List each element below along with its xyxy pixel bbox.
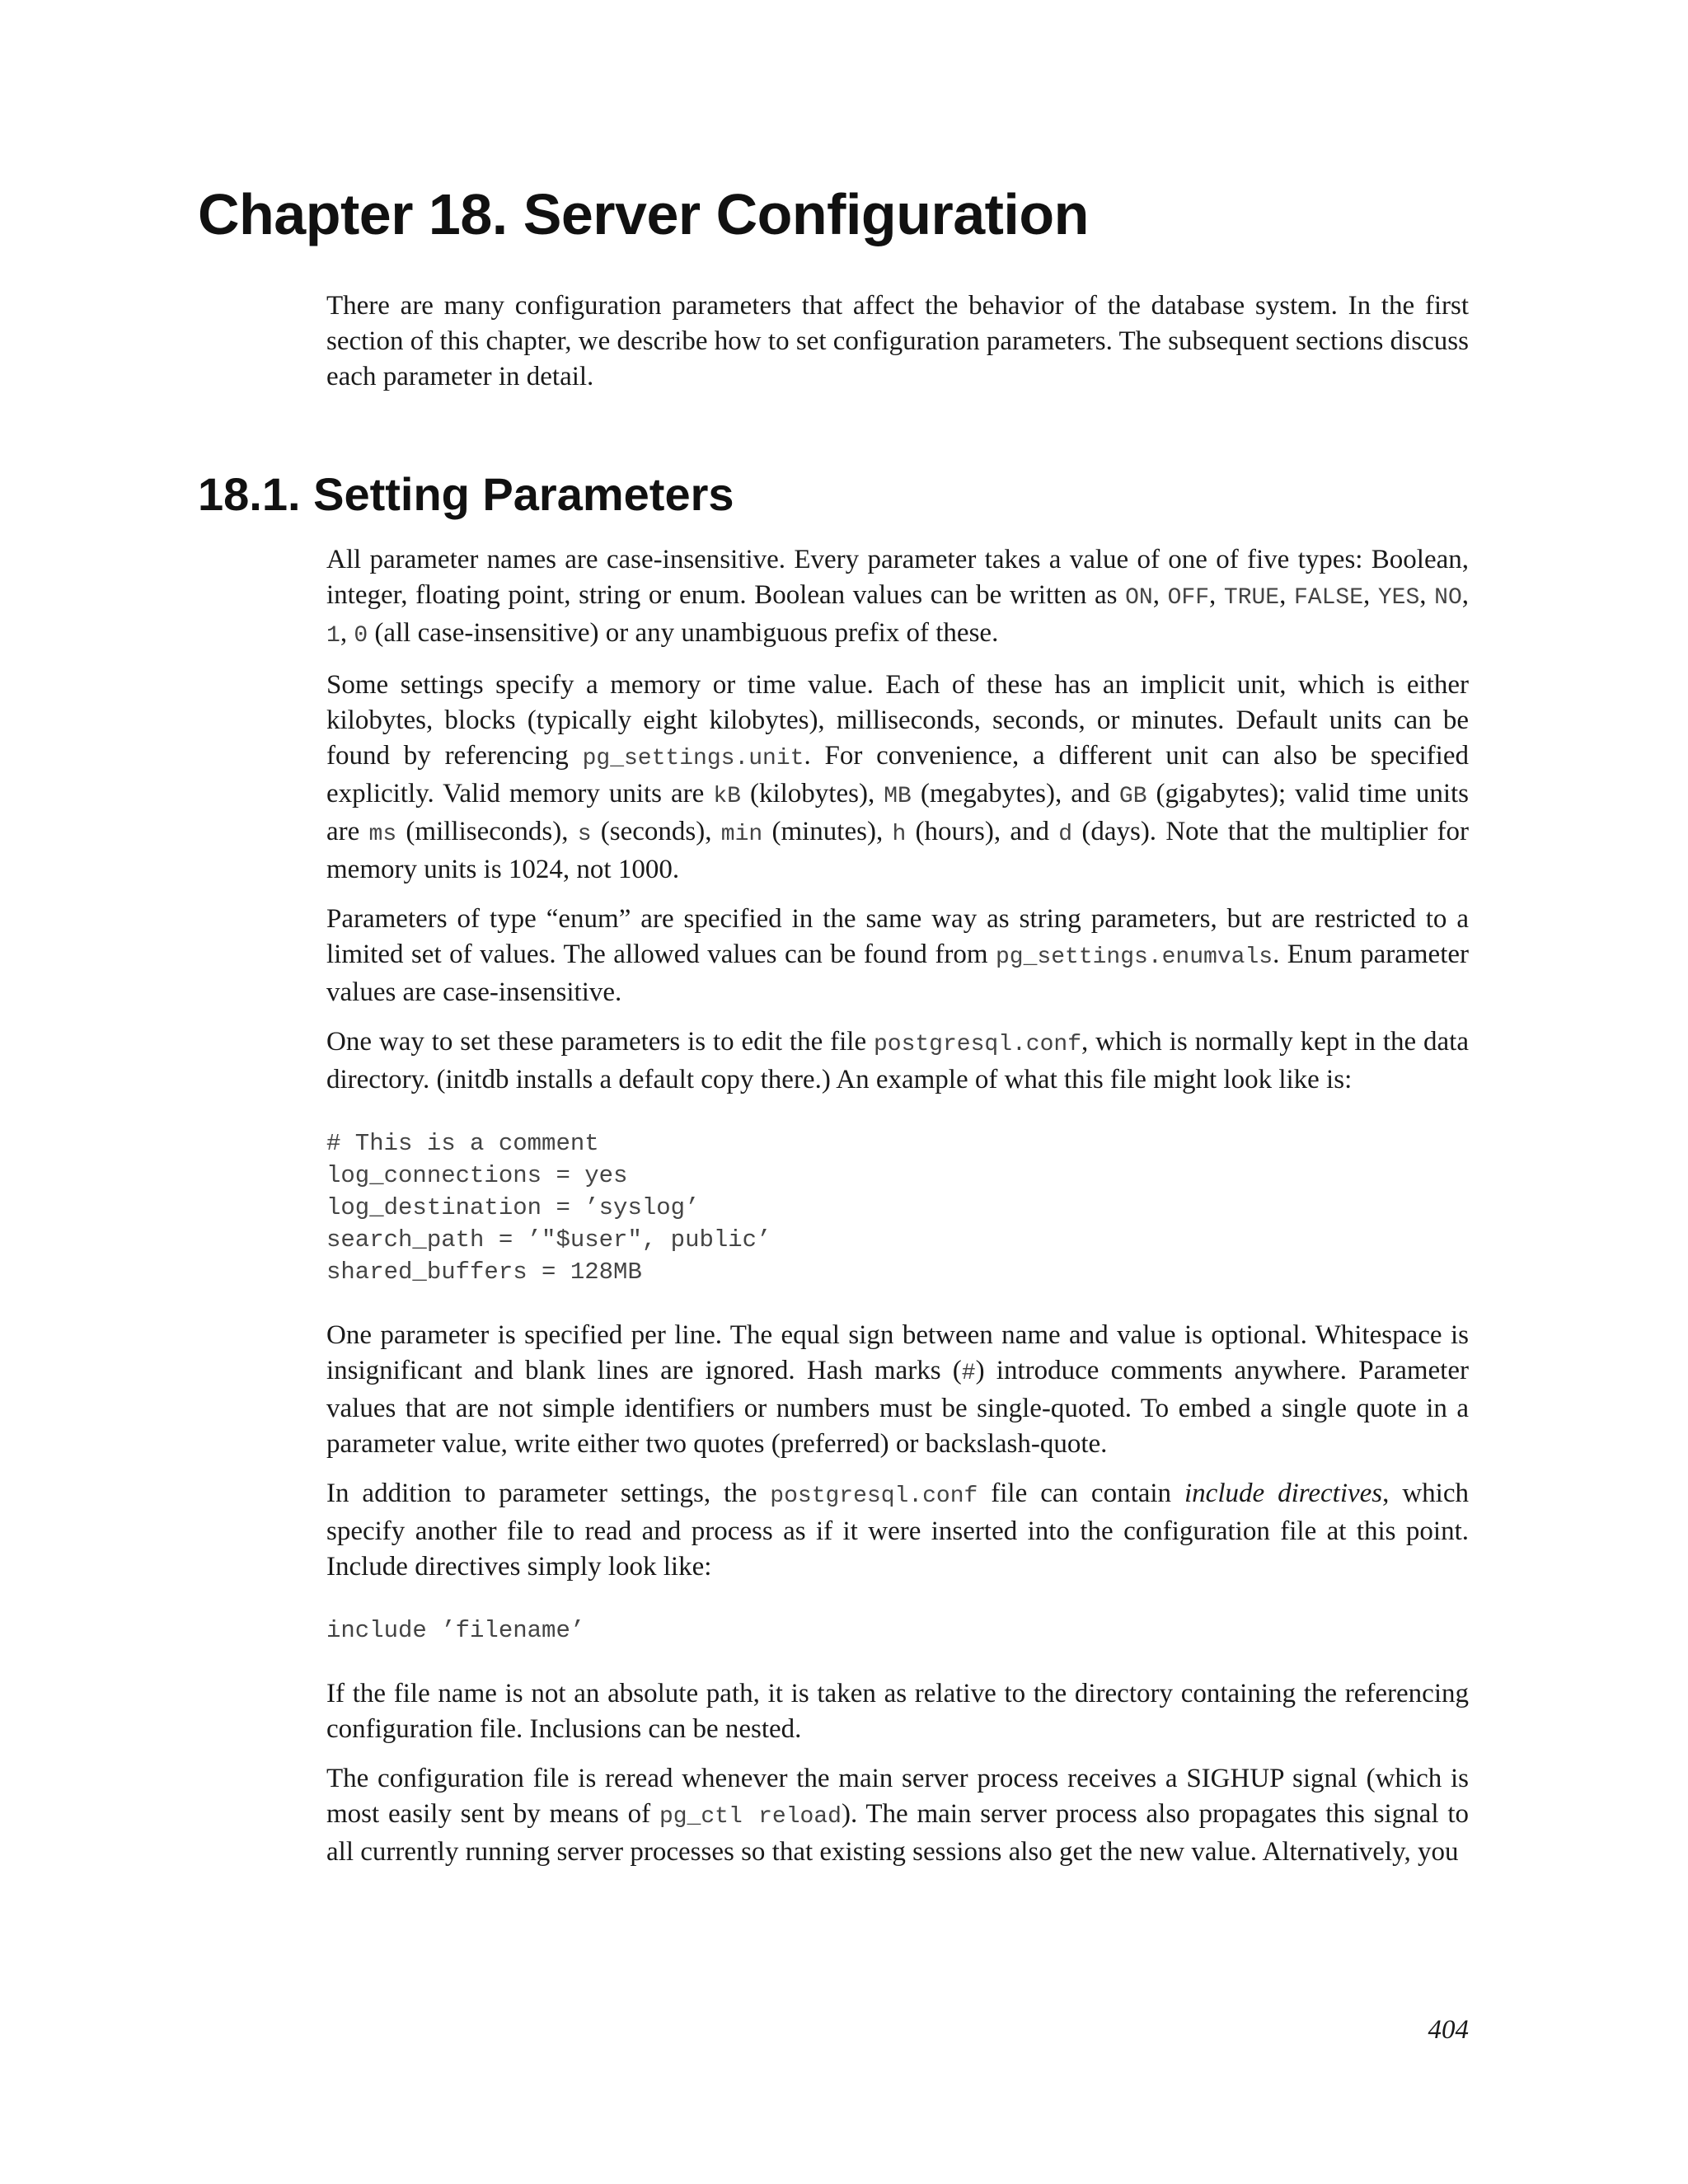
inline-code: pg_ctl reload — [659, 1804, 842, 1830]
inline-code: FALSE — [1293, 585, 1363, 611]
page-number: 404 — [1428, 2015, 1469, 2045]
paragraph-enum: Parameters of type “enum” are specified in the same way as string parameters, but are restricted to a limited set of values. The allowed values can be found from pg_settings.enumvals. Enum parameter values are case-insensitive. — [326, 904, 1469, 1007]
chapter-title: Chapter 18. Server Configuration — [198, 182, 1089, 246]
inline-code: kB — [713, 784, 741, 809]
inline-code: pg_settings.enumvals — [996, 944, 1273, 970]
inline-code: NO — [1434, 585, 1462, 611]
inline-code: 0 — [354, 623, 368, 649]
inline-code: OFF — [1167, 585, 1210, 611]
paragraph-parameter-types: All parameter names are case-insensitive. Every parameter takes a value of one of five types: Boolean, integer, floating point, string or enum. Boolean values can be written as ON, OFF, TRUE, FALSE, YES, NO, 1, 0 (all case-insensitive) or any unambiguous prefix of these. — [326, 545, 1470, 649]
inline-code: MB — [884, 784, 912, 809]
emphasis: include directives — [1184, 1479, 1383, 1508]
inline-code: ms — [368, 822, 397, 847]
paragraph-config-file: One way to set these parameters is to edit the file postgresql.conf, which is normally kept in the data directory. (initdb installs a default copy there.) An example of what this file might look like is: — [326, 1027, 1469, 1094]
inline-code: pg_settings.unit — [582, 746, 804, 771]
inline-code: 1 — [326, 623, 340, 649]
paragraph-relative-path: If the file name is not an absolute path, it is taken as relative to the directory containing the referencing configuration file. Inclusions can be nested. — [326, 1679, 1469, 1744]
inline-code: postgresql.conf — [873, 1032, 1082, 1057]
section-title: 18.1. Setting Parameters — [198, 468, 734, 520]
inline-code: GB — [1118, 784, 1147, 809]
chapter-intro — [326, 288, 1469, 409]
inline-code: min — [720, 822, 763, 847]
inline-code: d — [1058, 822, 1073, 847]
inline-code: postgresql.conf — [770, 1483, 978, 1509]
paragraph-units: Some settings specify a memory or time value. Each of these has an implicit unit, which is either kilobytes, blocks (typically eight kilobytes), milliseconds, seconds, or minutes. Default units can be found by referencing pg_settings.unit. For convenience, a different unit can also be specified explicitly. Valid memory units are kB (kilobytes), MB (megabytes), and GB (gigabytes); valid time units are ms (milliseconds), s (seconds), min (minutes), h (hours), and d (days). Note that the multiplier for memory units is 1024, not 1000. — [326, 670, 1470, 884]
inline-code: ON — [1125, 585, 1153, 611]
code-block-example: # This is a comment log_connections = yes log_destination = ’syslog’ search_path = ’"$user", public’ shared_buffers = 128MB — [326, 1130, 771, 1286]
inline-code: s — [577, 822, 592, 847]
paragraph-include: In addition to parameter settings, the postgresql.conf file can contain include directives, which specify another file to read and process as if it were inserted into the configuration file at this point. Include directives simply look like: — [326, 1479, 1469, 1582]
section-body — [326, 542, 1469, 1884]
inline-code: # — [961, 1361, 976, 1386]
paragraph-syntax: One parameter is specified per line. The equal sign between name and value is optional. Whitespace is insignificant and blank lines are ignored. Hash marks (#) introduce comments anywhere. Parameter values that are not simple identifiers or numbers must be single-quoted. To embed a single quote in a parameter value, write either two quotes (preferred) or backslash-quote. — [326, 1320, 1469, 1459]
paragraph-reload: The configuration file is reread whenever the main server process receives a SIGHUP signal (which is most easily sent by means of pg_ctl reload). The main server process also propagates this signal to all currently running server processes so that existing sessions also get the new value. Alternatively, you — [326, 1764, 1469, 1867]
intro-paragraph: There are many configuration parameters that affect the behavior of the database system. In the first section of this chapter, we describe how to set configuration parameters. The subsequent sections discuss each parameter in detail. — [326, 291, 1469, 391]
code-block-include: include ’filename’ — [326, 1617, 585, 1644]
inline-code: h — [892, 822, 907, 847]
inline-code: YES — [1377, 585, 1420, 611]
inline-code: TRUE — [1223, 585, 1280, 611]
